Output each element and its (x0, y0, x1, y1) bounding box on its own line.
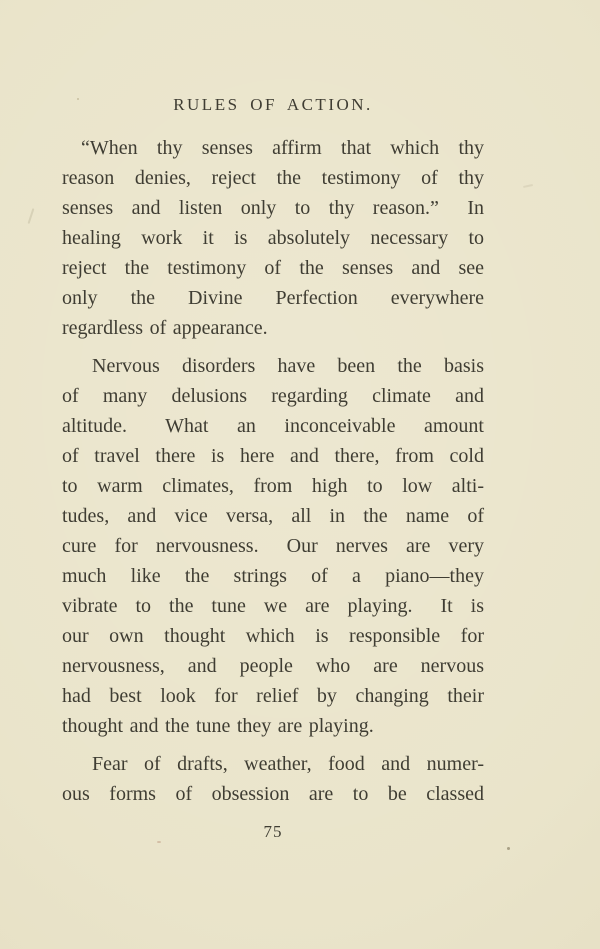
text-line: our own thought which is responsible for (62, 625, 484, 647)
text-line: healing work it is absolutely necessary to (62, 227, 484, 249)
paragraph (62, 133, 484, 343)
text-line: of travel there is here and there, from cold (62, 445, 484, 467)
text-line: had best look for relief by changing their (62, 685, 484, 707)
text-line: of many delusions regarding climate and (62, 385, 484, 407)
text-line: ous forms of obsession are to be classed (62, 783, 484, 805)
text-line: tudes, and vice versa, all in the name of (62, 505, 484, 527)
body-text (62, 133, 484, 809)
text-line: regardless of appearance. (62, 317, 268, 339)
text-line: only the Divine Perfection everywhere (62, 287, 484, 309)
text-line: Fear of drafts, weather, food and numer- (92, 753, 484, 775)
text-line: senses and listen only to thy reason.” In (62, 197, 484, 219)
text-block (62, 95, 484, 842)
paragraph (62, 749, 484, 809)
text-line: altitude. What an inconceivable amount (62, 415, 484, 437)
text-line: Nervous disorders have been the basis (92, 355, 484, 377)
text-line: “When thy senses affirm that which thy (81, 137, 484, 159)
paper-speck (507, 847, 510, 850)
running-head: RULES OF ACTION. (173, 95, 373, 114)
text-line: reason denies, reject the testimony of thy (62, 167, 484, 189)
paragraph (62, 351, 484, 741)
text-line: thought and the tune they are playing. (62, 715, 374, 737)
paper-crease (28, 208, 34, 224)
text-line: to warm climates, from high to low alti- (62, 475, 484, 497)
text-line: cure for nervousness. Our nerves are very (62, 535, 484, 557)
page-number: 75 (263, 822, 283, 841)
text-line: much like the strings of a piano—they (62, 565, 484, 587)
text-line: nervousness, and people who are nervous (62, 655, 484, 677)
text-line: vibrate to the tune we are playing. It is (62, 595, 484, 617)
text-line: reject the testimony of the senses and see (62, 257, 484, 279)
paper-crease (523, 184, 533, 188)
